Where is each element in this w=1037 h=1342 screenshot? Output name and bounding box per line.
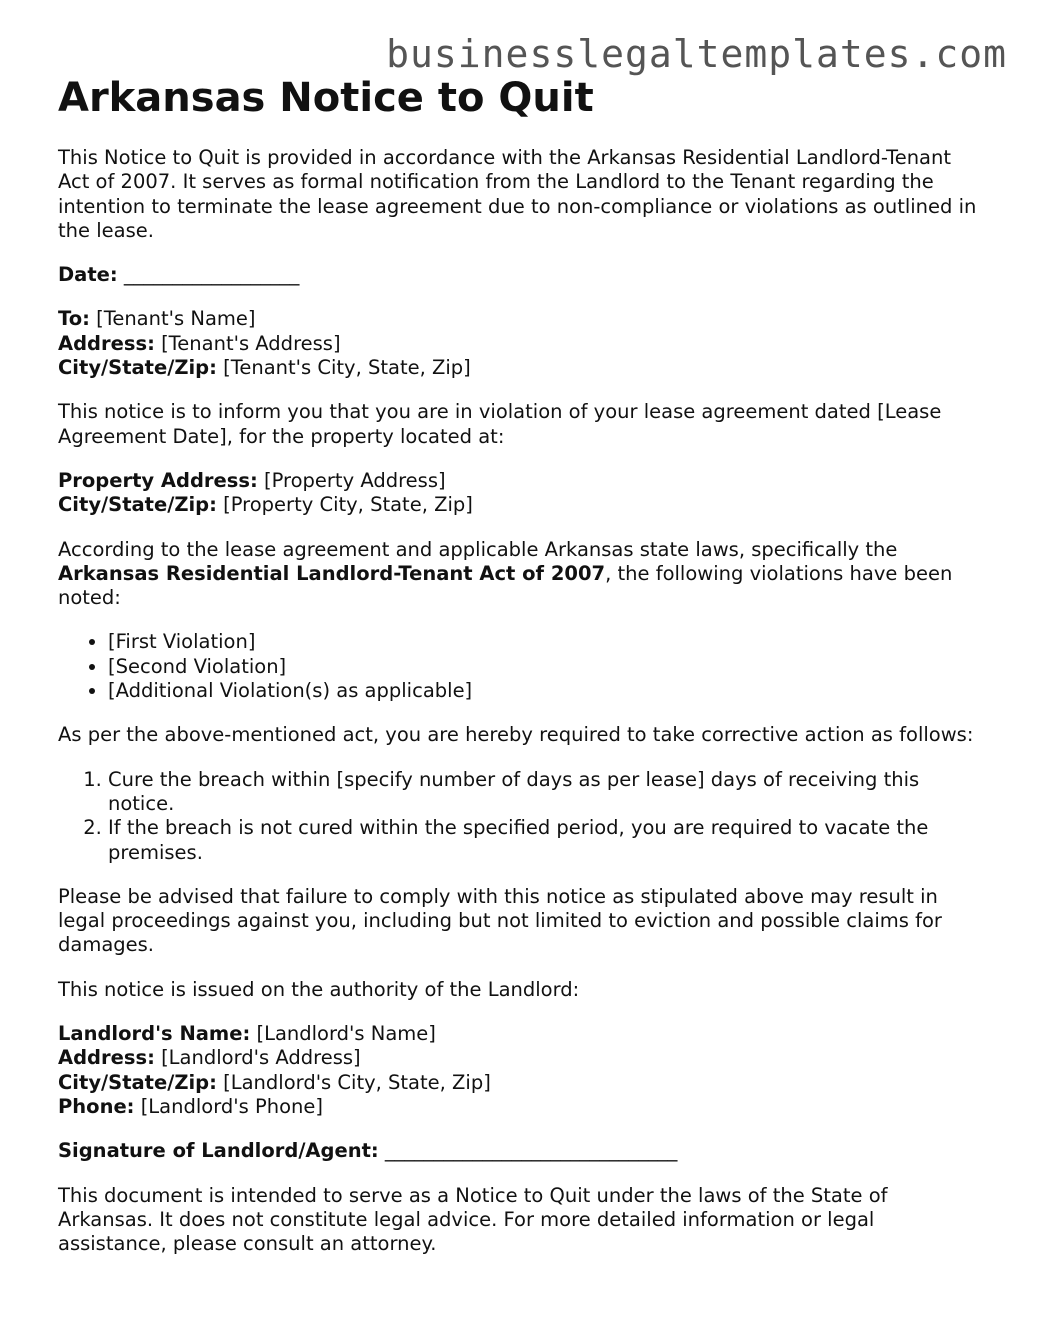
- landlord-phone-value: [Landlord's Phone]: [140, 1094, 323, 1118]
- watermark: businesslegaltemplates.com: [386, 32, 1007, 76]
- laws-act: Arkansas Residential Landlord-Tenant Act of 2007: [58, 561, 606, 585]
- property-address-label: Property Address:: [58, 468, 258, 492]
- intro-paragraph: This Notice to Quit is provided in accordance with the Arkansas Residential Landlord-Tenant Act of 2007. It serves as formal notification from the Landlord to the Tenant regarding the intention to terminate the lease agreement due to non-compliance or violations as outlined in the lease.: [58, 146, 977, 242]
- tenant-block: [58, 307, 988, 380]
- landlord-address-label: Address:: [58, 1046, 155, 1070]
- violations-list: [58, 630, 988, 703]
- landlord-address-line: [58, 1046, 361, 1069]
- landlord-block: [58, 1022, 988, 1119]
- landlord-csz-line: [58, 1071, 491, 1094]
- laws-after: , the following violations have been noted:: [58, 561, 953, 610]
- tenant-name-line: [58, 307, 256, 330]
- tenant-to-value: [Tenant's Name]: [96, 307, 256, 331]
- date-line: [58, 263, 988, 287]
- property-block: [58, 469, 988, 518]
- landlord-phone-line: [58, 1095, 323, 1118]
- landlord-address-value: [Landlord's Address]: [161, 1046, 361, 1070]
- list-item: • [First Violation]: [108, 630, 988, 654]
- tenant-address-label: Address:: [58, 331, 155, 355]
- landlord-csz-value: [Landlord's City, State, Zip]: [223, 1070, 491, 1094]
- list-item: • [Additional Violation(s) as applicable]: [108, 679, 988, 703]
- landlord-name-label: Landlord's Name:: [58, 1022, 251, 1046]
- landlord-name-line: [58, 1022, 436, 1045]
- disclaimer-paragraph: This document is intended to serve as a Notice to Quit under the laws of the State of Arkansas. It does not constitute legal advice. For more detailed information or legal assistance, please consult an attorney.: [58, 1183, 888, 1256]
- signature-blank: ______________________________: [384, 1139, 678, 1163]
- tenant-csz-value: [Tenant's City, State, Zip]: [223, 356, 471, 380]
- tenant-address-value: [Tenant's Address]: [161, 331, 341, 355]
- violation-notice-paragraph: This notice is to inform you that you are in violation of your lease agreement dated [Lease Agreement Date], for the property located at:: [58, 400, 942, 448]
- property-address-line: [58, 469, 446, 492]
- warning-paragraph: Please be advised that failure to comply with this notice as stipulated above may result in legal proceedings against you, including but not limited to eviction and possible claims for damages.: [58, 884, 942, 957]
- property-csz-label: City/State/Zip:: [58, 493, 217, 517]
- corrective-steps-list: [58, 768, 988, 865]
- property-address-value: [Property Address]: [264, 468, 446, 492]
- tenant-to-label: To:: [58, 307, 90, 331]
- laws-before: According to the lease agreement and applicable Arkansas state laws, specifically the: [58, 537, 898, 561]
- list-item: 2. If the breach is not cured within the specified period, you are required to vacate the premises.: [108, 816, 988, 865]
- corrective-intro: As per the above-mentioned act, you are hereby required to take corrective action as follows:: [58, 723, 974, 747]
- landlord-name-value: [Landlord's Name]: [256, 1022, 436, 1046]
- landlord-phone-label: Phone:: [58, 1094, 135, 1118]
- document-content: [58, 72, 988, 1276]
- property-csz-value: [Property City, State, Zip]: [223, 493, 473, 517]
- date-label: Date:: [58, 263, 118, 287]
- list-item: • [Second Violation]: [108, 655, 988, 679]
- tenant-csz-label: City/State/Zip:: [58, 356, 217, 380]
- property-csz-line: [58, 493, 473, 516]
- signature-line: [58, 1139, 988, 1163]
- page-title: Arkansas Notice to Quit: [58, 75, 594, 121]
- tenant-address-line: [58, 332, 341, 355]
- list-item: 1. Cure the breach within [specify number of days as per lease] days of receiving this notice.: [108, 768, 988, 817]
- landlord-csz-label: City/State/Zip:: [58, 1070, 217, 1094]
- signature-label: Signature of Landlord/Agent:: [58, 1139, 379, 1163]
- authority-paragraph: This notice is issued on the authority of the Landlord:: [58, 977, 580, 1001]
- laws-paragraph: [58, 538, 988, 611]
- date-blank: __________________: [123, 263, 300, 287]
- tenant-csz-line: [58, 356, 471, 379]
